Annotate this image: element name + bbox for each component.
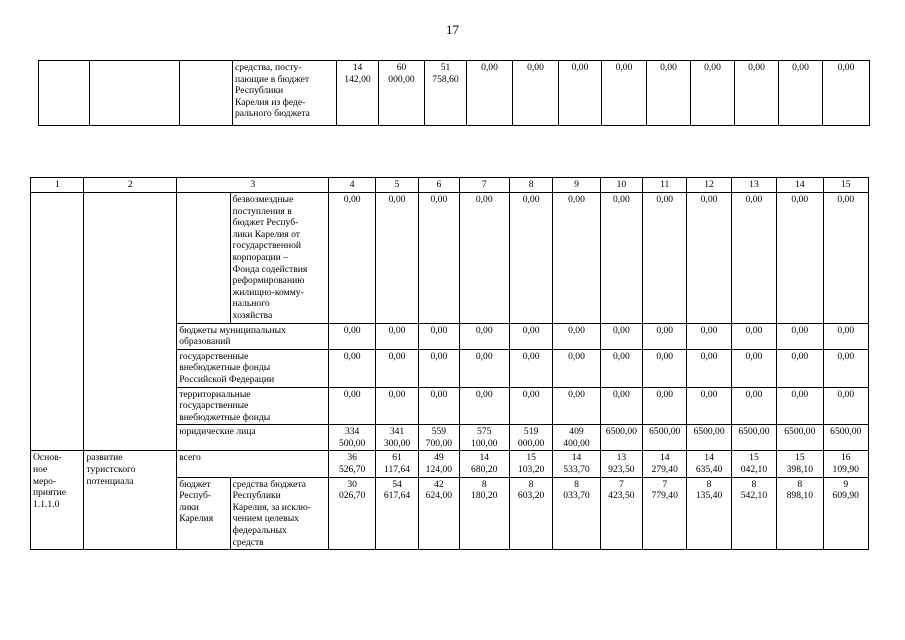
value-cell: 7 779,40	[643, 477, 687, 550]
activity-code: Основ- ное меро- приятие 1.1.1.0	[31, 451, 84, 550]
value-cell: 0,00	[459, 323, 509, 349]
value-cell: 0,00	[375, 323, 418, 349]
value-cell: 0,00	[459, 387, 509, 425]
row-label: территориальные государственные внебюджетные фонды	[177, 387, 329, 425]
value-cell: 0,00	[553, 349, 600, 387]
value-cell: 0,00	[329, 387, 375, 425]
value-cell: 7 423,50	[600, 477, 642, 550]
value-cell: 0,00	[419, 323, 459, 349]
value-cell: 6500,00	[643, 425, 687, 451]
value-cell: 16 109,90	[823, 451, 869, 477]
value-cell: 0,00	[459, 193, 509, 324]
top-value: 14 142,00	[337, 61, 379, 126]
top-value: 0,00	[735, 61, 779, 126]
activity-name: развитие туристского потенциала	[84, 451, 177, 550]
top-value: 0,00	[691, 61, 735, 126]
value-cell: 8 603,20	[509, 477, 552, 550]
value-cell: 341 300,00	[375, 425, 418, 451]
value-cell: 0,00	[687, 349, 731, 387]
header-cell: 11	[643, 178, 687, 193]
value-cell: 0,00	[777, 349, 823, 387]
value-cell: 9 609,90	[823, 477, 869, 550]
value-cell: 334 500,00	[329, 425, 375, 451]
value-cell: 0,00	[823, 193, 869, 324]
value-cell: 0,00	[643, 323, 687, 349]
value-cell: 0,00	[731, 323, 776, 349]
top-value: 0,00	[559, 61, 602, 126]
value-cell: 0,00	[553, 193, 600, 324]
row-label: бюджеты муниципальных образований	[177, 323, 329, 349]
value-cell: 519 000,00	[509, 425, 552, 451]
header-cell: 1	[31, 178, 84, 193]
value-cell: 0,00	[823, 323, 869, 349]
value-cell: 0,00	[731, 193, 776, 324]
value-cell: 0,00	[419, 349, 459, 387]
value-cell: 0,00	[777, 323, 823, 349]
value-cell: 0,00	[600, 323, 642, 349]
header-cell: 10	[600, 178, 642, 193]
value-cell: 0,00	[459, 349, 509, 387]
value-cell: 0,00	[509, 323, 552, 349]
row-label: безвозмездные поступления в бюджет Респуб- лики Карелия от государственной корпорации – Фонда содействия реформированию жилищно-комму- нального хозяйства	[230, 193, 329, 324]
top-table	[38, 60, 870, 126]
value-cell: 0,00	[731, 387, 776, 425]
value-cell: 0,00	[375, 349, 418, 387]
value-cell: 14 533,70	[553, 451, 600, 477]
value-cell: 409 400,00	[553, 425, 600, 451]
value-cell: 6500,00	[777, 425, 823, 451]
header-cell: 2	[84, 178, 177, 193]
header-cell: 12	[687, 178, 731, 193]
value-cell: 6500,00	[687, 425, 731, 451]
value-cell: 0,00	[600, 349, 642, 387]
value-cell: 0,00	[643, 387, 687, 425]
top-value: 60 000,00	[379, 61, 425, 126]
value-cell: 0,00	[553, 323, 600, 349]
value-cell: 0,00	[823, 349, 869, 387]
value-cell: 8 898,10	[777, 477, 823, 550]
header-cell: 8	[509, 178, 552, 193]
value-cell: 13 923,50	[600, 451, 642, 477]
value-cell: 0,00	[687, 387, 731, 425]
blank-cell	[177, 193, 230, 324]
value-cell: 54 617,64	[375, 477, 418, 550]
value-cell: 8 180,20	[459, 477, 509, 550]
value-cell: 0,00	[553, 387, 600, 425]
value-cell: 0,00	[643, 349, 687, 387]
value-cell: 14 680,20	[459, 451, 509, 477]
value-cell: 575 100,00	[459, 425, 509, 451]
row-label: всего	[177, 451, 329, 477]
value-cell: 0,00	[687, 323, 731, 349]
value-cell: 0,00	[329, 349, 375, 387]
value-cell: 0,00	[600, 387, 642, 425]
value-cell: 0,00	[419, 387, 459, 425]
value-cell: 0,00	[375, 193, 418, 324]
top-cell-2	[90, 61, 180, 126]
blank-cell	[84, 193, 177, 451]
top-value: 0,00	[602, 61, 647, 126]
row-label: юридические лица	[177, 425, 329, 451]
row-label: государственные внебюджетные фонды Российской Федерации	[177, 349, 329, 387]
header-cell: 6	[419, 178, 459, 193]
header-cell: 4	[329, 178, 375, 193]
top-value: 51 758,60	[425, 61, 467, 126]
value-cell: 30 026,70	[329, 477, 375, 550]
header-cell: 14	[777, 178, 823, 193]
top-value: 0,00	[647, 61, 691, 126]
value-cell: 61 117,64	[375, 451, 418, 477]
top-value: 0,00	[823, 61, 870, 126]
value-cell: 15 103,20	[509, 451, 552, 477]
header-cell: 3	[177, 178, 329, 193]
header-cell: 15	[823, 178, 869, 193]
top-desc: средства, посту- пающие в бюджет Республики Карелия из феде- рального бюджета	[233, 61, 337, 126]
value-cell: 0,00	[777, 193, 823, 324]
value-cell: 0,00	[509, 349, 552, 387]
value-cell: 8 542,10	[731, 477, 776, 550]
value-cell: 0,00	[509, 387, 552, 425]
value-cell: 0,00	[329, 323, 375, 349]
top-cell-1	[39, 61, 90, 126]
header-cell: 13	[731, 178, 776, 193]
header-row	[31, 178, 869, 193]
value-cell: 8 135,40	[687, 477, 731, 550]
top-value: 0,00	[467, 61, 513, 126]
value-cell: 0,00	[600, 193, 642, 324]
value-cell: 0,00	[419, 193, 459, 324]
value-cell: 6500,00	[731, 425, 776, 451]
value-cell: 0,00	[777, 387, 823, 425]
header-cell: 9	[553, 178, 600, 193]
table-row	[31, 193, 869, 324]
value-cell: 0,00	[375, 387, 418, 425]
value-cell: 8 033,70	[553, 477, 600, 550]
value-cell: 36 526,70	[329, 451, 375, 477]
value-cell: 15 042,10	[731, 451, 776, 477]
value-cell: 14 635,40	[687, 451, 731, 477]
value-cell: 0,00	[643, 193, 687, 324]
top-value: 0,00	[513, 61, 559, 126]
page-number: 17	[446, 22, 459, 37]
header-cell: 7	[459, 178, 509, 193]
value-cell: 14 279,40	[643, 451, 687, 477]
value-cell: 0,00	[731, 349, 776, 387]
row-label: бюджет Респуб- лики Карелия	[177, 477, 230, 550]
table-row	[31, 451, 869, 477]
value-cell: 0,00	[509, 193, 552, 324]
value-cell: 49 124,00	[419, 451, 459, 477]
value-cell: 0,00	[823, 387, 869, 425]
value-cell: 42 624,00	[419, 477, 459, 550]
top-cell-3	[180, 61, 233, 126]
row-sublabel: средства бюджета Республики Карелия, за исклю- чением целевых федеральных средств	[230, 477, 329, 550]
value-cell: 0,00	[687, 193, 731, 324]
top-value: 0,00	[779, 61, 823, 126]
header-cell: 5	[375, 178, 418, 193]
value-cell: 559 700,00	[419, 425, 459, 451]
blank-cell	[31, 193, 84, 451]
main-table	[30, 177, 869, 550]
value-cell: 15 398,10	[777, 451, 823, 477]
value-cell: 0,00	[329, 193, 375, 324]
value-cell: 6500,00	[823, 425, 869, 451]
value-cell: 6500,00	[600, 425, 642, 451]
